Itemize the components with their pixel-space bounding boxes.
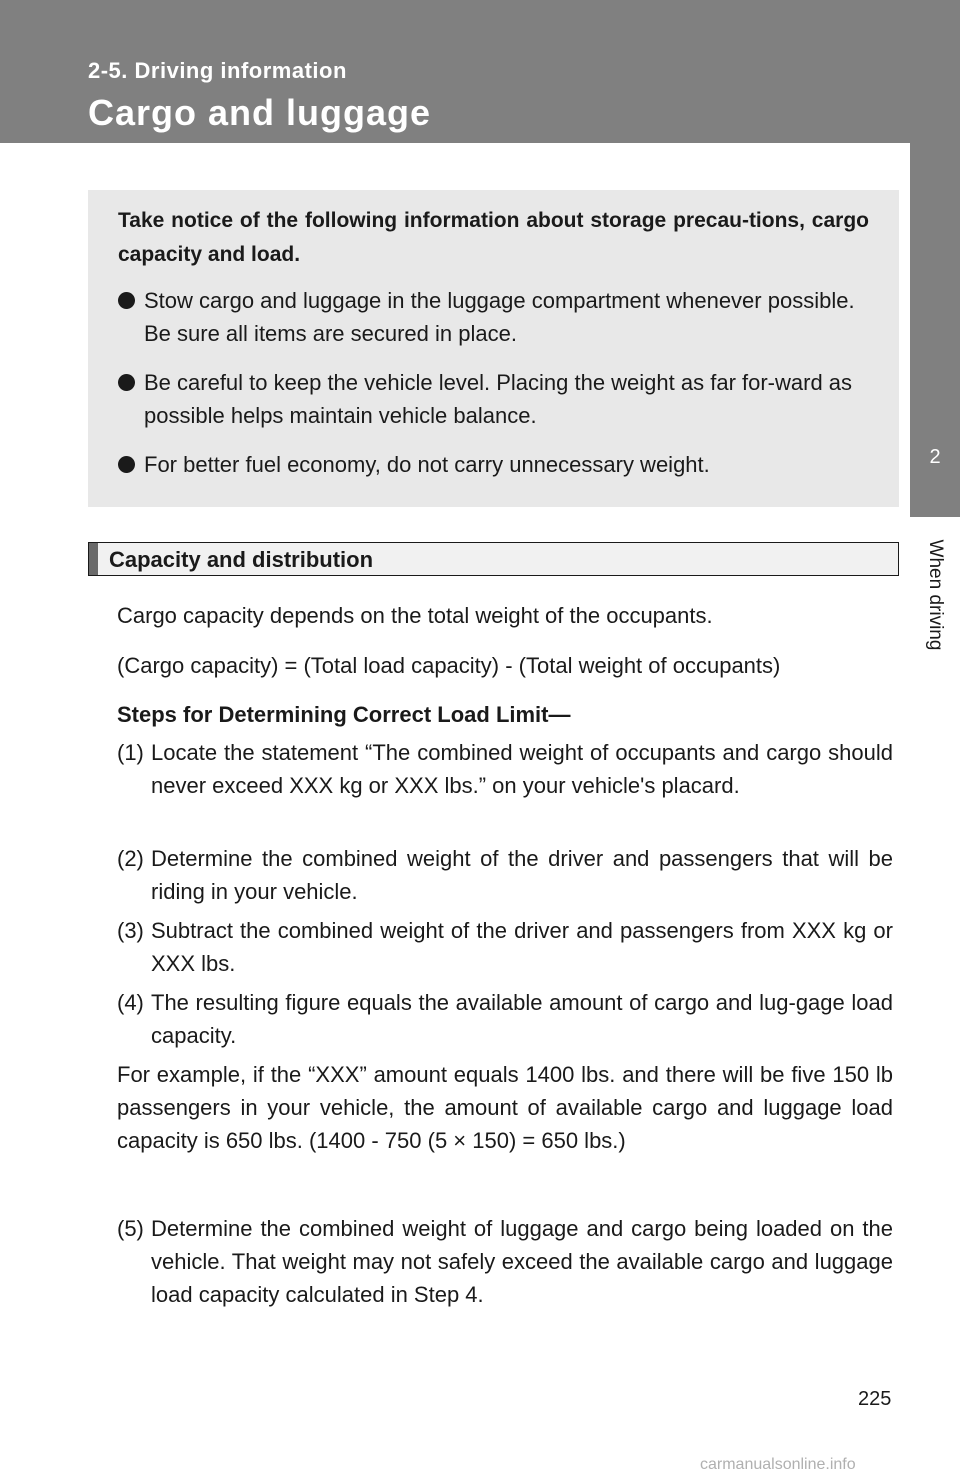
- step-number: (1): [117, 740, 144, 765]
- step-item: [117, 736, 893, 802]
- notice-box: [88, 190, 899, 507]
- notice-intro: Take notice of the following information about storage precau-tions, cargo capacity and load.: [118, 209, 869, 266]
- capacity-paragraph: Cargo capacity depends on the total weight of the occupants.: [117, 603, 713, 628]
- steps-heading: Steps for Determining Correct Load Limit—: [117, 702, 571, 727]
- step-number: (4): [117, 990, 144, 1015]
- step-number: (5): [117, 1216, 144, 1241]
- example-paragraph: For example, if the “XXX” amount equals 1400 lbs. and there will be five 150 lb passengers in your vehicle, the amount of available cargo and luggage load capacity is 650 lbs. (1400 - 750 (5 × 150) = 650 lbs.): [117, 1062, 893, 1153]
- notice-bullet: [118, 366, 869, 432]
- capacity-formula: (Cargo capacity) = (Total load capacity) - (Total weight of occupants): [117, 653, 781, 678]
- notice-bullet-text: For better fuel economy, do not carry unnecessary weight.: [144, 452, 710, 477]
- step-item: [117, 986, 893, 1052]
- step-text: Determine the combined weight of the driver and passengers that will be riding in your vehicle.: [151, 846, 893, 904]
- step-text: Determine the combined weight of luggage and cargo being loaded on the vehicle. That weight may not safely exceed the available cargo and luggage load capacity calculated in Step 4.: [151, 1216, 893, 1307]
- bullet-dot-icon: [118, 374, 135, 391]
- step-number: (3): [117, 918, 144, 943]
- notice-bullet-text: Stow cargo and luggage in the luggage compartment whenever possible. Be sure all items are secured in place.: [144, 288, 855, 346]
- chapter-tab-label: When driving: [925, 539, 946, 651]
- watermark: carmanualsonline.info: [700, 1456, 856, 1473]
- step-text: Subtract the combined weight of the driver and passengers from XXX kg or XXX lbs.: [151, 918, 893, 976]
- step-text: Locate the statement “The combined weight of occupants and cargo should never exceed XXX kg or XXX lbs.” on your vehicle's placard.: [151, 740, 893, 798]
- notice-bullet: [118, 284, 869, 350]
- step-item: [117, 842, 893, 908]
- section-heading: [88, 542, 899, 576]
- page-title: Cargo and luggage: [88, 92, 432, 133]
- chapter-tab-number: 2: [929, 446, 941, 468]
- section-label: 2-5. Driving information: [88, 58, 347, 83]
- step-number: (2): [117, 846, 144, 871]
- section-heading-bar: [89, 543, 98, 575]
- step-text: The resulting figure equals the available amount of cargo and lug-gage load capacity.: [151, 990, 893, 1048]
- bullet-dot-icon: [118, 292, 135, 309]
- step-item: [117, 914, 893, 980]
- notice-bullet: [118, 448, 869, 481]
- page-number: 225: [858, 1388, 892, 1410]
- section-heading-text: Capacity and distribution: [109, 547, 374, 572]
- notice-bullet-text: Be careful to keep the vehicle level. Placing the weight as far for-ward as possible helps maintain vehicle balance.: [144, 370, 853, 428]
- bullet-dot-icon: [118, 456, 135, 473]
- step-item: [117, 1212, 893, 1311]
